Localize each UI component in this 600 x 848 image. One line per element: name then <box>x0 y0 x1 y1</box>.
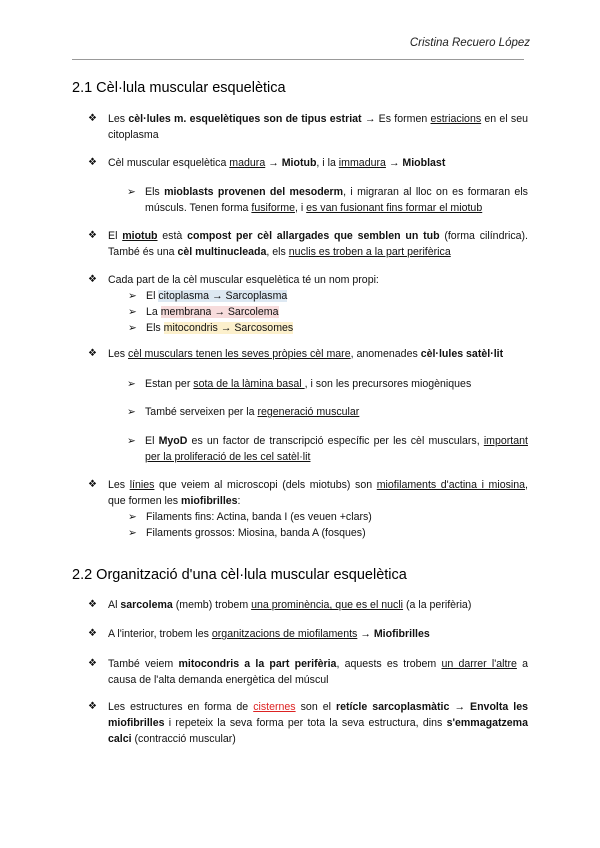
s1-item-5-sub-2: ➢ També serveixen per la regeneració muscular <box>127 406 360 418</box>
section-heading-2: 2.2 Organització d'una cèl·lula muscular esquelètica <box>72 567 407 583</box>
s2-item-1: ❖ Al sarcolema (memb) trobem una prominència, que es el nucli (a la perifèria) <box>88 599 472 611</box>
diamond-bullet-icon: ❖ <box>88 701 97 712</box>
s2-item-2: ❖ A l'interior, trobem les organitzacions de miofilaments → Miofibrilles <box>88 628 430 640</box>
s1-item-4: ❖ Cada part de la cèl muscular esquelètica té un nom propi: ➢ El citoplasma → Sarcoplasma ➢ La membrana → Sarcolema ➢ Els mitocondris → Sarcosomes <box>108 272 528 336</box>
s1-item-4-sub-3: ➢ Els mitocondris → Sarcosomes <box>128 322 294 334</box>
arrowhead-bullet-icon: ➢ <box>128 290 137 302</box>
s1-item-5-sub-3: ➢ El MyoD es un factor de transcripció específic per les cèl musculars, important per la proliferació de les cel satèl·lit <box>127 435 528 463</box>
diamond-bullet-icon: ❖ <box>88 658 97 669</box>
s1-item-6-sub-2: ➢ Filaments grossos: Miosina, banda A (fosques) <box>128 527 366 539</box>
diamond-bullet-icon: ❖ <box>88 479 97 490</box>
s2-item-4: ❖ Les estructures en forma de cisternes son el retícle sarcoplasmàtic → Envolta les miofibrilles i repeteix la seva forma per tota la seva estructura, dins s'emmagatzema calci (contracció muscular) <box>88 701 529 745</box>
header-author: Cristina Recuero López <box>409 37 530 49</box>
s1-item-5-sub-1: ➢ Estan per sota de la làmina basal , i son les precursores miogèniques <box>127 378 472 390</box>
s1-item-4-sub-2: ➢ La membrana → Sarcolema <box>128 306 279 318</box>
arrowhead-bullet-icon: ➢ <box>127 406 136 418</box>
diamond-bullet-icon: ❖ <box>88 230 97 241</box>
arrowhead-bullet-icon: ➢ <box>127 378 136 390</box>
s1-item-5: ❖ Les cèl musculars tenen les seves pròpies cèl mare, anomenades cèl·lules satèl·lit <box>88 348 504 360</box>
diamond-bullet-icon: ❖ <box>88 599 97 610</box>
s1-item-3: ❖ El miotub està compost per cèl allargades que semblen un tub (forma cilíndrica). També és una cèl multinucleada, els nuclis es troben a la part perifèrica <box>88 230 528 258</box>
arrowhead-bullet-icon: ➢ <box>128 527 137 539</box>
diamond-bullet-icon: ❖ <box>88 274 97 285</box>
s1-item-2: ❖ Cèl muscular esquelètica madura → Miotub, i la immadura → Mioblast <box>88 157 446 169</box>
s2-item-3: ❖ També veiem mitocondris a la part perifèria, aquests es trobem un darrer l'altre a causa de l'alta demanda energètica del múscul <box>88 658 528 686</box>
arrowhead-bullet-icon: ➢ <box>127 435 136 447</box>
s1-item-1: ❖ Les cèl·lules m. esquelètiques son de tipus estriat → Es formen estriacions en el seu citoplasma <box>88 113 529 141</box>
arrowhead-bullet-icon: ➢ <box>128 511 137 523</box>
arrowhead-bullet-icon: ➢ <box>128 322 137 334</box>
s1-item-4-sub-1: ➢ El citoplasma → Sarcoplasma <box>128 290 288 302</box>
header-rule <box>72 59 524 60</box>
diamond-bullet-icon: ❖ <box>88 628 97 639</box>
s1-item-6: ❖ Les línies que veiem al microscopi (dels miotubs) son miofilaments d'actina i miosina, que formen les miofibrilles: ➢ Filaments fins: Actina, banda I (es veuen +clars) ➢ Filaments grossos: Miosina, banda A (fosques) <box>88 479 528 539</box>
diamond-bullet-icon: ❖ <box>88 348 97 359</box>
section-heading-1: 2.1 Cèl·lula muscular esquelètica <box>72 80 286 96</box>
s1-item-2-sub: ➢ Els mioblasts provenen del mesoderm, i migraran al lloc on es formaran els músculs. Tenen forma fusiforme, i es van fusionant fins formar el miotub <box>127 186 528 214</box>
diamond-bullet-icon: ❖ <box>88 157 97 168</box>
arrowhead-bullet-icon: ➢ <box>128 306 137 318</box>
s1-item-6-sub-1: ➢ Filaments fins: Actina, banda I (es veuen +clars) <box>128 511 372 523</box>
diamond-bullet-icon: ❖ <box>88 113 97 124</box>
arrowhead-bullet-icon: ➢ <box>127 186 136 198</box>
